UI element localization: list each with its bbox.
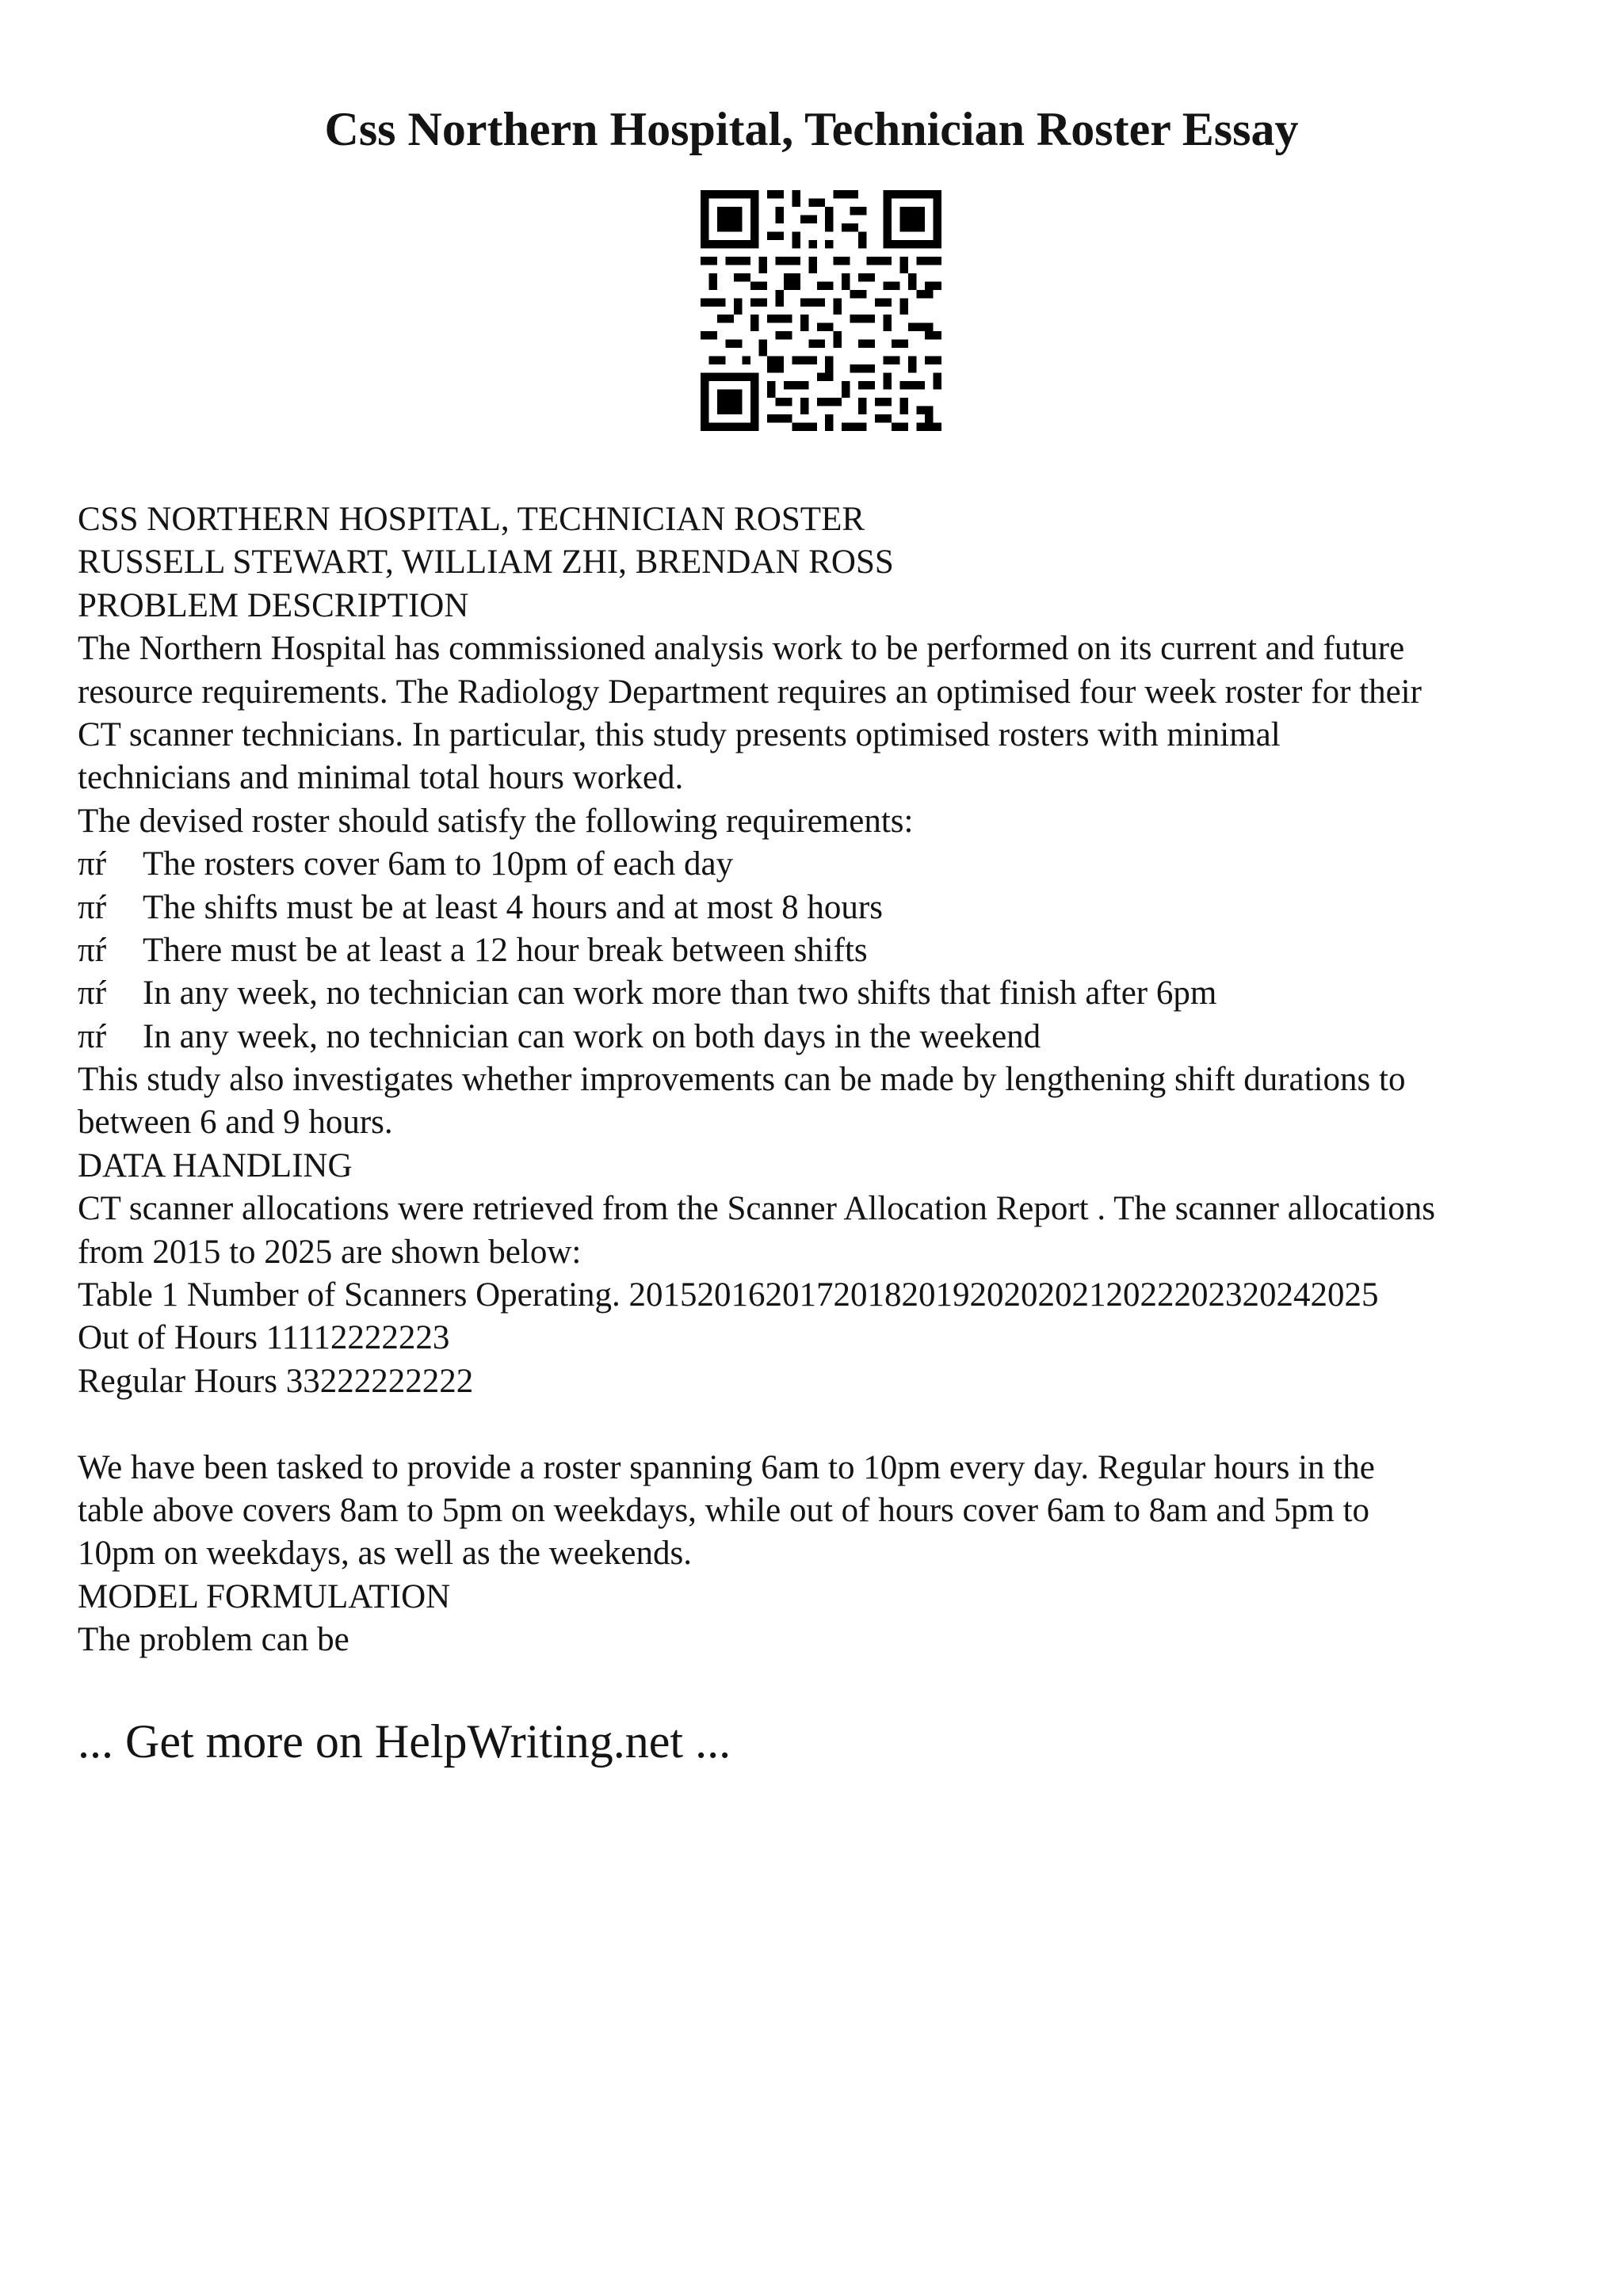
paragraph-line: from 2015 to 2025 are shown below: [78, 1233, 582, 1271]
essay-authors: RUSSELL STEWART, WILLIAM ZHI, BRENDAN ROSS [78, 543, 894, 582]
requirement-item [78, 972, 1568, 1015]
paragraph-line: between 6 and 9 hours. [78, 1104, 393, 1142]
essay-heading-title: CSS NORTHERN HOSPITAL, TECHNICIAN ROSTER [78, 501, 865, 538]
essay-body [78, 498, 1568, 1662]
bullet-mark: πŕ [78, 931, 107, 969]
section-heading-data-handling: DATA HANDLING [78, 1146, 353, 1184]
requirement-item [78, 929, 1568, 972]
section-heading-model-formulation: MODEL FORMULATION [78, 1577, 451, 1615]
table-caption-line: Table 1 Number of Scanners Operating. 20152016201720182019202020212022202320242025 [78, 1276, 1379, 1314]
requirement-item [78, 1016, 1568, 1058]
paragraph-line: This study also investigates whether improvements can be made by lengthening shift durations to [78, 1061, 1406, 1099]
paragraph-line: table above covers 8am to 5pm on weekdays, while out of hours cover 6am to 8am and 5pm to [78, 1491, 1370, 1529]
bullet-mark: πŕ [78, 888, 107, 926]
document-title: Css Northern Hospital, Technician Roster Essay [324, 103, 1299, 155]
requirement-text: The rosters cover 6am to 10pm of each day [143, 845, 734, 883]
qr-code-icon [701, 190, 941, 431]
get-more-link[interactable]: ... Get more on HelpWriting.net ... [78, 1715, 731, 1768]
paragraph-line: The problem can be [78, 1621, 349, 1659]
requirement-text: The shifts must be at least 4 hours and at most 8 hours [143, 888, 883, 926]
paragraph-line: CT scanner technicians. In particular, this study presents optimised rosters with minimal [78, 715, 1281, 753]
paragraph-line: 10pm on weekdays, as well as the weekends. [78, 1535, 692, 1573]
section-heading-problem-description: PROBLEM DESCRIPTION [78, 586, 469, 624]
bullet-mark: πŕ [78, 845, 107, 883]
bullet-mark: πŕ [78, 1017, 107, 1055]
paragraph-line: We have been tasked to provide a roster spanning 6am to 10pm every day. Regular hours in the [78, 1448, 1375, 1486]
requirement-text: There must be at least a 12 hour break between shifts [143, 931, 868, 969]
bullet-mark: πŕ [78, 974, 107, 1013]
blank-line [78, 1403, 1568, 1446]
paragraph-line: The Northern Hospital has commissioned analysis work to be performed on its current and future [78, 630, 1405, 668]
table-row-regular-hours: Regular Hours 33222222222 [78, 1362, 474, 1400]
requirements-intro: The devised roster should satisfy the following requirements: [78, 802, 914, 840]
table-row-out-of-hours: Out of Hours 11112222223 [78, 1319, 450, 1357]
paragraph-line: resource requirements. The Radiology Department requires an optimised four week roster for their [78, 673, 1422, 711]
paragraph-line: CT scanner allocations were retrieved from the Scanner Allocation Report . The scanner allocations [78, 1190, 1436, 1228]
requirement-item [78, 843, 1568, 886]
paragraph-line: technicians and minimal total hours worked. [78, 759, 684, 797]
requirement-item [78, 887, 1568, 929]
requirement-text: In any week, no technician can work more than two shifts that finish after 6pm [143, 974, 1217, 1013]
requirement-text: In any week, no technician can work on both days in the weekend [143, 1017, 1041, 1055]
